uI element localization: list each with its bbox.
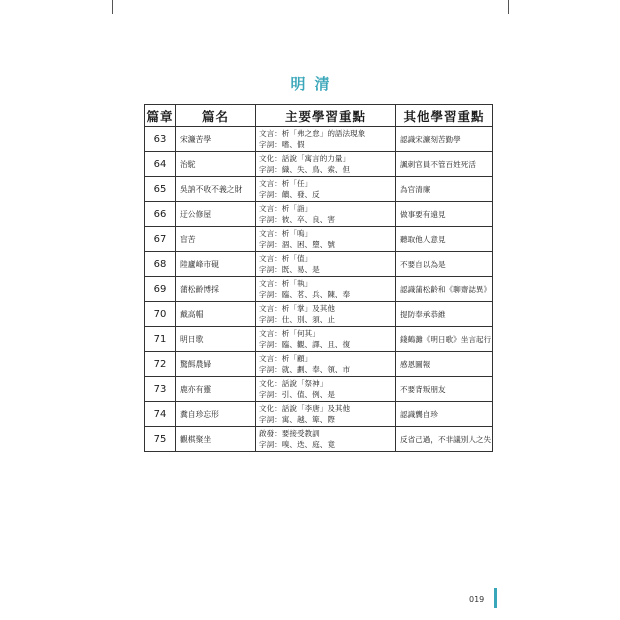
header-chapter: 篇章 [145,105,176,127]
page-title: 明清 [290,75,339,93]
header-title: 篇名 [176,105,256,127]
lesson-title: 蒲松齡博採 [176,277,256,302]
chapter-number: 68 [145,252,176,277]
table-row [145,327,493,352]
other-focus: 認識龔自珍 [396,402,493,427]
main-focus-line: 文言：析「弗之怠」的語法現象 [259,129,366,138]
lessons-table [144,104,493,452]
other-focus: 反省己過，不非議別人之失 [396,427,493,452]
other-focus: 為官清廉 [396,177,493,202]
lesson-title: 明日歌 [176,327,256,352]
main-focus [256,127,396,152]
main-focus-line: 字詞：寓、越、箄、際 [259,415,335,424]
main-focus-line: 文言：析「何其」 [259,329,320,338]
main-focus-line: 字詞：嗅、迭、庭、竟 [259,440,335,449]
chapter-number: 75 [145,427,176,452]
chapter-number: 69 [145,277,176,302]
main-focus-line: 字詞：仕、別、須、止 [259,315,335,324]
lesson-title: 驚餌農婦 [176,352,256,377]
lesson-title: 鹿亦有靈 [176,377,256,402]
main-focus-line: 啟發：要接受教訓 [259,429,320,438]
other-focus: 認識宋濂刻苦勤學 [396,127,493,152]
main-focus [256,202,396,227]
main-focus-line: 文化：話說「李唐」及其他 [259,404,351,413]
chapter-number: 67 [145,227,176,252]
lesson-title: 陸廬峰市硯 [176,252,256,277]
main-focus [256,227,396,252]
folio-accent-bar [494,588,497,608]
header-main-focus: 主要學習重點 [256,105,396,127]
main-focus-line: 字詞：彼、卒、良、害 [259,215,335,224]
chapter-number: 73 [145,377,176,402]
chapter-number: 64 [145,152,176,177]
main-focus-line: 文言：析「顧」 [259,354,313,363]
lesson-title: 吳訥不收不義之財 [176,177,256,202]
crop-mark-left [112,0,113,14]
main-focus-line: 字詞：嗜、假 [259,140,305,149]
main-focus [256,327,396,352]
main-focus-line: 文言：析「執」 [259,279,313,288]
other-focus: 聽取他人意見 [396,227,493,252]
other-focus: 認識蒲松齡和《聊齋誌異》 [396,277,493,302]
main-focus-line: 文言：析「詣」 [259,204,313,213]
header-other-focus: 其他學習重點 [396,105,493,127]
chapter-number: 72 [145,352,176,377]
other-focus: 做事要有遠見 [396,202,493,227]
other-focus: 提防奉承恭維 [396,302,493,327]
table-row [145,127,493,152]
other-focus: 感恩圖報 [396,352,493,377]
main-focus-line: 字詞：就、劃、奉、領、市 [259,365,351,374]
table-row [145,277,493,302]
chapter-number: 66 [145,202,176,227]
lesson-title: 迂公修屋 [176,202,256,227]
table-row [145,252,493,277]
main-focus-line: 字詞：既、易、是 [259,265,320,274]
table-row [145,202,493,227]
other-focus: 不要背叛朋友 [396,377,493,402]
main-focus-line: 字詞：饋、發、反 [259,190,320,199]
main-focus-line: 字詞：引、值、例、是 [259,390,335,399]
page-number: 019 [469,595,485,604]
lesson-title: 盲苦 [176,227,256,252]
other-focus: 錢鶴灘《明日歌》坐言起行 [396,327,493,352]
main-focus-line: 文化：話說「祭神」 [259,379,328,388]
table-row [145,302,493,327]
main-focus-line: 字詞：織、失、鳥、索、但 [259,165,351,174]
chapter-number: 74 [145,402,176,427]
main-focus [256,427,396,452]
lesson-title: 觀棋聚坐 [176,427,256,452]
lesson-title: 戴高帽 [176,302,256,327]
main-focus [256,277,396,302]
chapter-number: 71 [145,327,176,352]
table-row [145,427,493,452]
main-focus-line: 文化：話說「寓言的力量」 [259,154,351,163]
main-focus [256,152,396,177]
chapter-number: 70 [145,302,176,327]
main-focus [256,252,396,277]
table-row [145,227,493,252]
main-focus [256,177,396,202]
main-focus [256,377,396,402]
main-focus-line: 字詞：涸、困、墮、號 [259,240,335,249]
crop-mark-right [508,0,509,14]
main-focus-line: 文言：析「掌」及其他 [259,304,335,313]
table-row [145,177,493,202]
table-row [145,402,493,427]
lesson-title: 糞自珍忘形 [176,402,256,427]
table-row [145,377,493,402]
table-row [145,352,493,377]
chapter-number: 65 [145,177,176,202]
main-focus-line: 文言：析「值」 [259,254,313,263]
main-focus [256,302,396,327]
main-focus-line: 字詞：臨、茗、兵、陳、奉 [259,290,351,299]
lesson-title: 治駝 [176,152,256,177]
main-focus-line: 文言：析「任」 [259,179,313,188]
other-focus: 諷刺官員不管百姓死活 [396,152,493,177]
main-focus [256,402,396,427]
table-row [145,152,493,177]
lesson-title: 宋濂苦學 [176,127,256,152]
chapter-number: 63 [145,127,176,152]
main-focus-line: 字詞：臨、觀、譯、且、復 [259,340,351,349]
main-focus [256,352,396,377]
other-focus: 不要自以為是 [396,252,493,277]
table-header-row [145,105,493,127]
main-focus-line: 文言：析「嗚」 [259,229,313,238]
